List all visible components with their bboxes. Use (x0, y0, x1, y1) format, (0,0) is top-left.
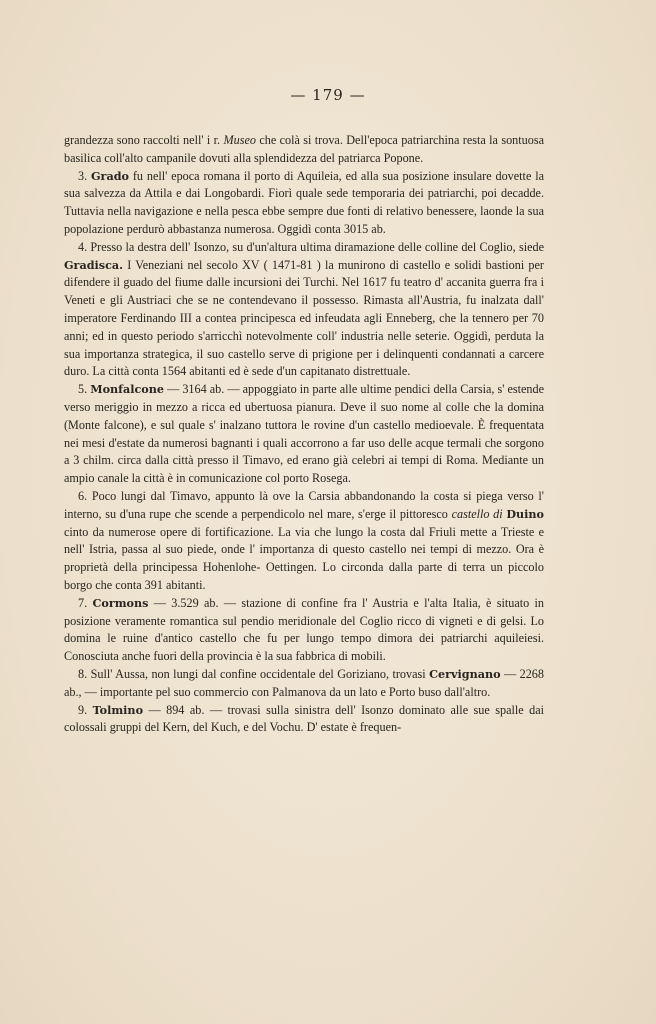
place-name: Gradisca. (64, 257, 124, 272)
italic-text: castello di (451, 506, 503, 521)
text-run: cinto da numerose opere di fortificazione. La via che lungo la costa dal Friuli mette a Trieste e nell' Istria, passa al suo piede, onde l' importanza di questo castello nei tempi di mezzo. Ora è proprietà della principessa Hohenlohe- Oettingen. Lo circonda dalla parte di terra un piccolo borgo che conta 391 abitanti. (64, 524, 544, 592)
paragraph-p5 (64, 381, 544, 488)
place-name: Monfalcone (90, 382, 165, 397)
place-name: Cervignano (429, 666, 501, 681)
text-run: fu nell' epoca romana il porto di Aquileia, ed alla sua posizione insulare dovette la sua salvezza da Attila e dai Longobardi. Fiorì quale sede temporaria dei patriarchi, poi decadde. Tuttavia nella navigazione e nella pesca ebbe sempre due fonti di relativo benessere, laonde la sua popolazione perdurò abbastanza numerosa. Oggidì conta 3015 ab. (64, 168, 544, 236)
text-run: che colà si trova. Dell'epoca patriarchina resta la sontuosa basilica coll'alto campanile dovuti alla splendidezza del patriarca Popone. (64, 133, 544, 165)
paragraph-p6 (64, 488, 544, 595)
text-run: 5. (78, 382, 91, 397)
text-run: 9. (78, 702, 93, 717)
text-run: 7. (78, 595, 93, 610)
paragraph-p0 (64, 132, 544, 168)
text-run: — 2268 ab., — importante pel suo commercio con Palmanova da un lato e Porto buso dall'altro. (64, 666, 544, 699)
place-name: Tolmino (92, 702, 144, 717)
paragraph-p8 (64, 666, 544, 702)
text-run: — 894 ab. — trovasi sulla sinistra dell' Isonzo dominato alle sue spalle dai colossali gruppi del Kern, del Kuch, e del Vochu. D' estate è frequen- (64, 702, 544, 735)
paragraph-p3 (64, 168, 544, 239)
place-name: Grado (91, 168, 129, 183)
paragraph-p4 (64, 239, 544, 381)
text-run: 3. (78, 168, 91, 183)
page-number: — 179 — (290, 86, 366, 104)
text-run: 8. Sull' Aussa, non lungi dal confine occidentale del Goriziano, trovasi (78, 666, 430, 681)
place-name: Duino (506, 506, 544, 521)
italic-text: Museo (223, 133, 256, 147)
paragraph-p9 (64, 702, 544, 738)
body-text (64, 132, 544, 737)
place-name: Cormons (92, 595, 149, 610)
text-run: 4. Presso la destra dell' Isonzo, su d'un'altura ultima diramazione delle colline del Coglio, siede (78, 239, 544, 254)
text-run: grandezza sono raccolti nell' i r. (64, 133, 224, 147)
text-run: 6. Poco lungi dal Timavo, appunto là ove la Carsia abbandonando la costa si piega verso l' interno, su d'una rupe che scende a perpendicolo nel mare, s'erge il pittoresco (64, 488, 544, 521)
text-run: — 3164 ab. — appoggiato in parte alle ultime pendici della Carsia, s' estende verso meriggio in mezzo a ricca ed ubertuosa pianura. Deve il suo nome al colle che la domina (Monte falcone), e sul quale s' inalzano tuttora le rovine d'un castello medioevale. È frequentata nei mesi d'estate da numerosi bagnanti i quali accorrono a far uso delle acque termali che sorgono a 3 chilm. circa dalla città presso il Timavo, ed erano già celebri ai tempi di Roma. Mediante un ampio canale la città è in comunicazione col porto Rosega. (64, 382, 545, 486)
text-run: — 3.529 ab. — stazione di confine fra l' Austria e l'alta Italia, è situato in posizione veramente romantica sul pendio meridionale del Coglio ricco di vigneti e di gelsi. Lo domina le ruine d'antico castello che fu per lungo tempo dimora dei patriarchi aquileiesi. Conosciuta anche fuori della provincia è la sua fabbrica di mobili. (64, 595, 545, 664)
paragraph-p7 (64, 595, 544, 666)
text-run: I Veneziani nel secolo XV ( 1471-81 ) la munirono di castello e solidi bastioni per difendere il guado del fiume dalle incursioni dei Turchi. Nel 1617 fu teatro d' accanita guerra fra i Veneti e gli Austriaci che se ne contendevano il possesso. Rimasta all'Austria, fu inalzata dall' imperatore Ferdinando III a contea principesca ed infeudata agli Enneberg, che la tennero per 70 anni; ed in questo periodo s'arricchì notevolmente coll' industria nelle seterie. Oggidì, perduta la sua importanza strategica, il suo castello serve di prigione per i delinquenti condannati a carcere duro. La città conta 1564 abitanti ed è sede d'un capitanato distrettuale. (64, 257, 544, 379)
